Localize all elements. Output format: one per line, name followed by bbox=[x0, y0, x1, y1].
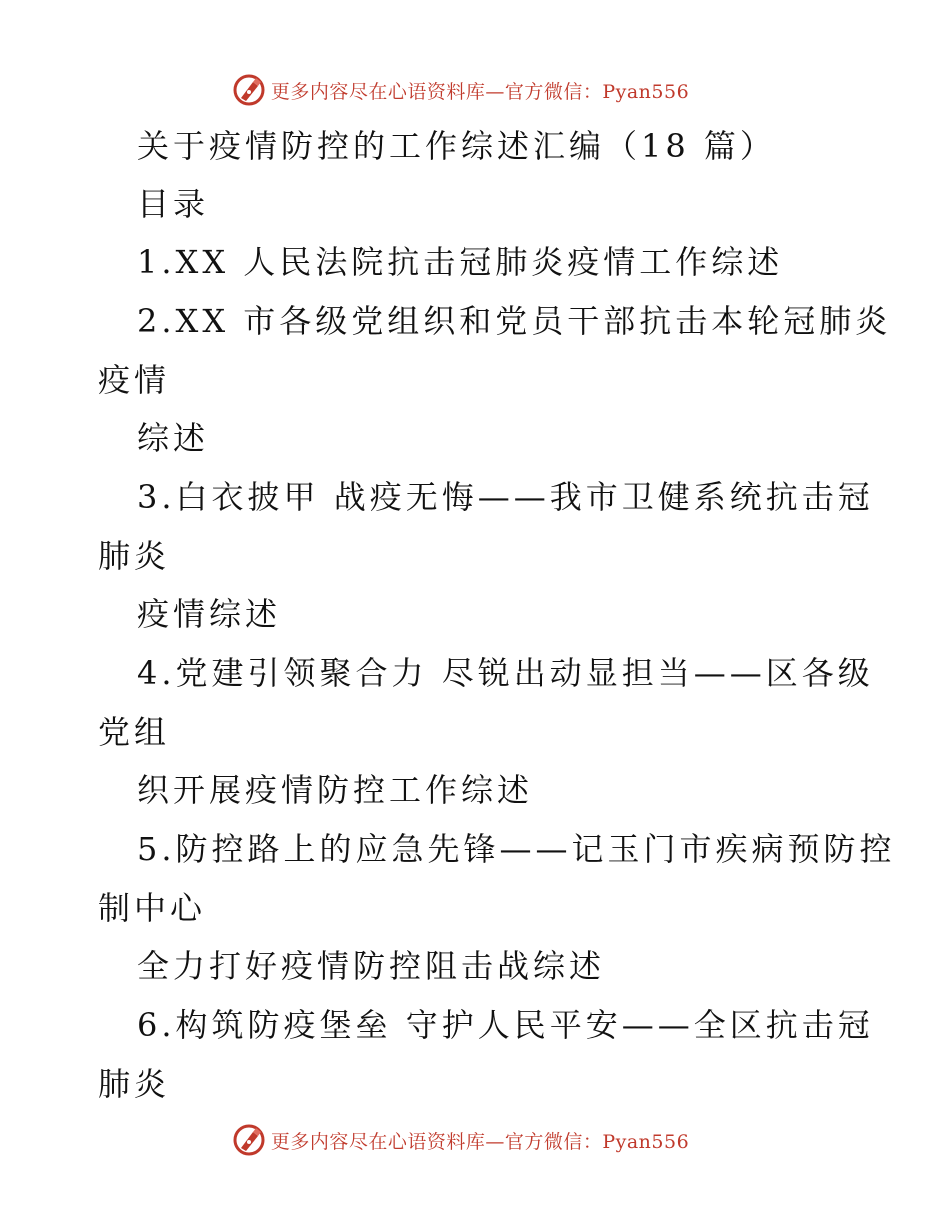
pen-nib-logo-icon bbox=[231, 72, 267, 108]
toc-line: 综述 bbox=[137, 419, 210, 457]
toc-line: 织开展疫情防控工作综述 bbox=[137, 771, 534, 809]
toc-line: 4.党建引领聚合力 尽锐出动显担当——区各级 bbox=[137, 654, 874, 692]
toc-heading: 目录 bbox=[137, 185, 210, 223]
watermark-text: 更多内容尽在心语资料库—官方微信：Pyan556 bbox=[270, 80, 690, 103]
pen-nib-logo-icon bbox=[231, 1122, 267, 1158]
footer-watermark-banner bbox=[0, 1120, 950, 1160]
header-watermark-banner bbox=[0, 70, 950, 110]
toc-line-continuation: 肺炎 bbox=[98, 537, 171, 575]
toc-line: 6.构筑防疫堡垒 守护人民平安——全区抗击冠 bbox=[137, 1006, 874, 1044]
document-title: 关于疫情防控的工作综述汇编（18 篇） bbox=[137, 127, 776, 165]
toc-line-continuation: 党组 bbox=[98, 713, 171, 751]
toc-line: 5.防控路上的应急先锋——记玉门市疾病预防控 bbox=[137, 830, 896, 868]
watermark-text: 更多内容尽在心语资料库—官方微信：Pyan556 bbox=[270, 1130, 690, 1153]
toc-line: 疫情综述 bbox=[137, 595, 282, 633]
toc-line-continuation: 疫情 bbox=[98, 361, 171, 399]
toc-line-continuation: 肺炎 bbox=[98, 1065, 171, 1103]
toc-line: 3.白衣披甲 战疫无悔——我市卫健系统抗击冠 bbox=[137, 478, 874, 516]
toc-line: 全力打好疫情防控阻击战综述 bbox=[137, 947, 606, 985]
toc-line: 2.XX 市各级党组织和党员干部抗击本轮冠肺炎 bbox=[137, 302, 892, 340]
toc-line: 1.XX 人民法院抗击冠肺炎疫情工作综述 bbox=[137, 243, 784, 281]
toc-line-continuation: 制中心 bbox=[98, 889, 207, 927]
